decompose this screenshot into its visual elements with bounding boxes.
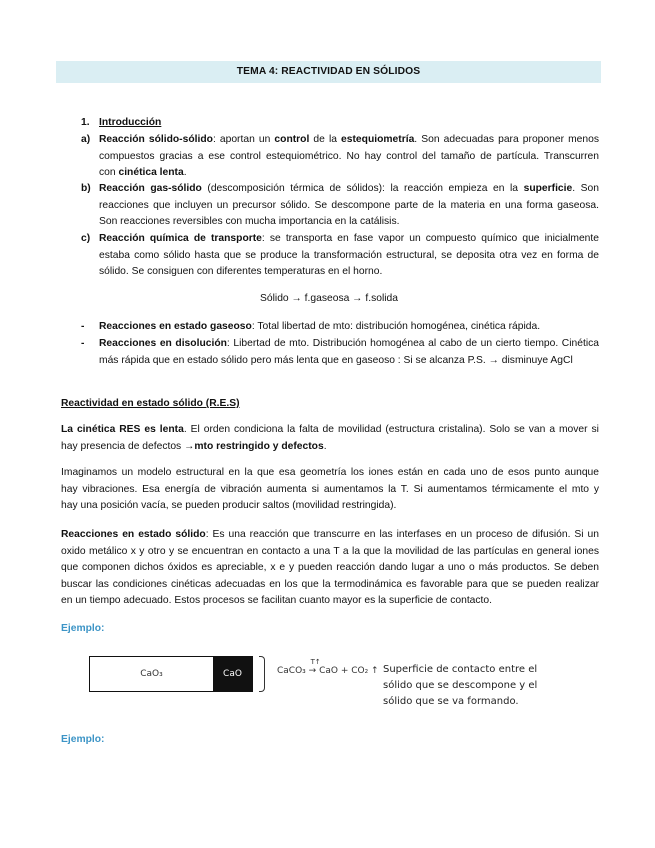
item-a-line-3: con cinética lenta.	[99, 167, 187, 179]
res-paragraph-2: Imaginamos un modelo estructural en la que esa geometría los iones están en cada uno de esos punto aunque hay vibraciones. Esa energía de vibración aumenta si aumentamos la T. Si aumentamos térmicamente el mto y hay una posición vacía, se pueden producir saltos (movilidad restringida).	[61, 467, 599, 512]
item-c-line-1: Reacción química de transporte: se transporta en fase vapor un compuesto químico que inicialmente	[99, 233, 599, 244]
diagram-note: Superficie de contacto entre el sólido que se descompone y el sólido que se va formando.	[383, 664, 538, 707]
box-left-label: CaO₃	[140, 669, 163, 679]
item-c-letter: c)	[81, 233, 91, 244]
bullet-2-dash: -	[81, 338, 85, 349]
item-b-line-2: reacciones que incluyen un precursor sólido. Se descompone parte de la materia en una forma gaseosa.	[99, 199, 599, 211]
example-2-label: Ejemplo:	[61, 734, 105, 745]
res-paragraph-1: La cinética RES es lenta. El orden condiciona la falta de movilidad (estructura cristalina). Solo se van a mover si hay presencia de defectos →mto restringido y defectos.	[61, 424, 599, 452]
bullet-2-text: Reacciones en disolución: Libertad de mto. Distribución homogénea al cabo de un cierto tiempo. Cinética más rápida que en estado sólido pero más lenta que en gaseoso : Si se alcanza P.S. → disminuye AgCl	[99, 338, 599, 366]
reaction-diagram-box	[89, 656, 253, 692]
item-b-line-3: Son reacciones reversibles con mucha importancia en la catálisis.	[99, 216, 400, 228]
item-a-line-1: Reacción sólido-sólido: aportan un control de la estequiometría. Son adecuadas para proponer menos	[99, 134, 599, 145]
equation: Sólido → f.gaseosa → f.solida	[260, 293, 398, 304]
item-b-line-1: Reacción gas-sólido (descomposición térmica de sólidos): la reacción empieza en la superficie. Son	[99, 183, 599, 194]
item-a-line-2: compuestos gracias a ese control estequiométrico. No hay control del tamaño de partícula. Transcurren	[99, 150, 599, 162]
page-title: TEMA 4: REACTIVIDAD EN SÓLIDOS	[56, 61, 601, 83]
item-b-letter: b)	[81, 183, 91, 194]
bullet-1-text: Reacciones en estado gaseoso: Total libertad de mto: distribución homogénea, cinética rápida.	[99, 321, 541, 332]
item-c-text	[99, 231, 599, 281]
res-heading: Reactividad en estado sólido (R.E.S)	[61, 398, 240, 409]
intro-heading: Introducción	[99, 117, 162, 128]
decomposition-formula: CaCO₃ T↑ → CaO + CO₂ ↑	[277, 658, 379, 676]
item-c-line-2: estaba como sólido hasta que se produce la transformación estructural, se deposita otra vez en forma de	[99, 249, 599, 261]
item-c-line-3: sólido. Se consiguen con diferentes temperaturas en el horno.	[99, 266, 383, 278]
example-1-label: Ejemplo:	[61, 623, 105, 634]
intro-number: 1.	[81, 117, 90, 128]
item-a-letter: a)	[81, 134, 91, 145]
right-brace	[259, 656, 265, 692]
res-paragraph-3: Reacciones en estado sólido: Es una reacción que transcurre en las interfases en un proceso de difusión. Si un oxido metálico x y otro y se encuentran en contacto a una T a la que la movilidad de las partículas en general iones que componen dichos óxidos es apreciable, x e y pueden reacción dando lugar a uno o más productos. Se deben buscar las condiciones cinéticas adecuadas en los que la termodinámica es favorable para que se pueden realizar en un tiempo adecuado. Estos procesos se facilitan cuanto mayor es la superficie de contacto.	[61, 529, 599, 607]
item-a-text	[99, 132, 599, 182]
bullet-1-dash: -	[81, 321, 85, 332]
box-right-label: CaO	[213, 657, 252, 691]
item-b-text	[99, 181, 599, 231]
